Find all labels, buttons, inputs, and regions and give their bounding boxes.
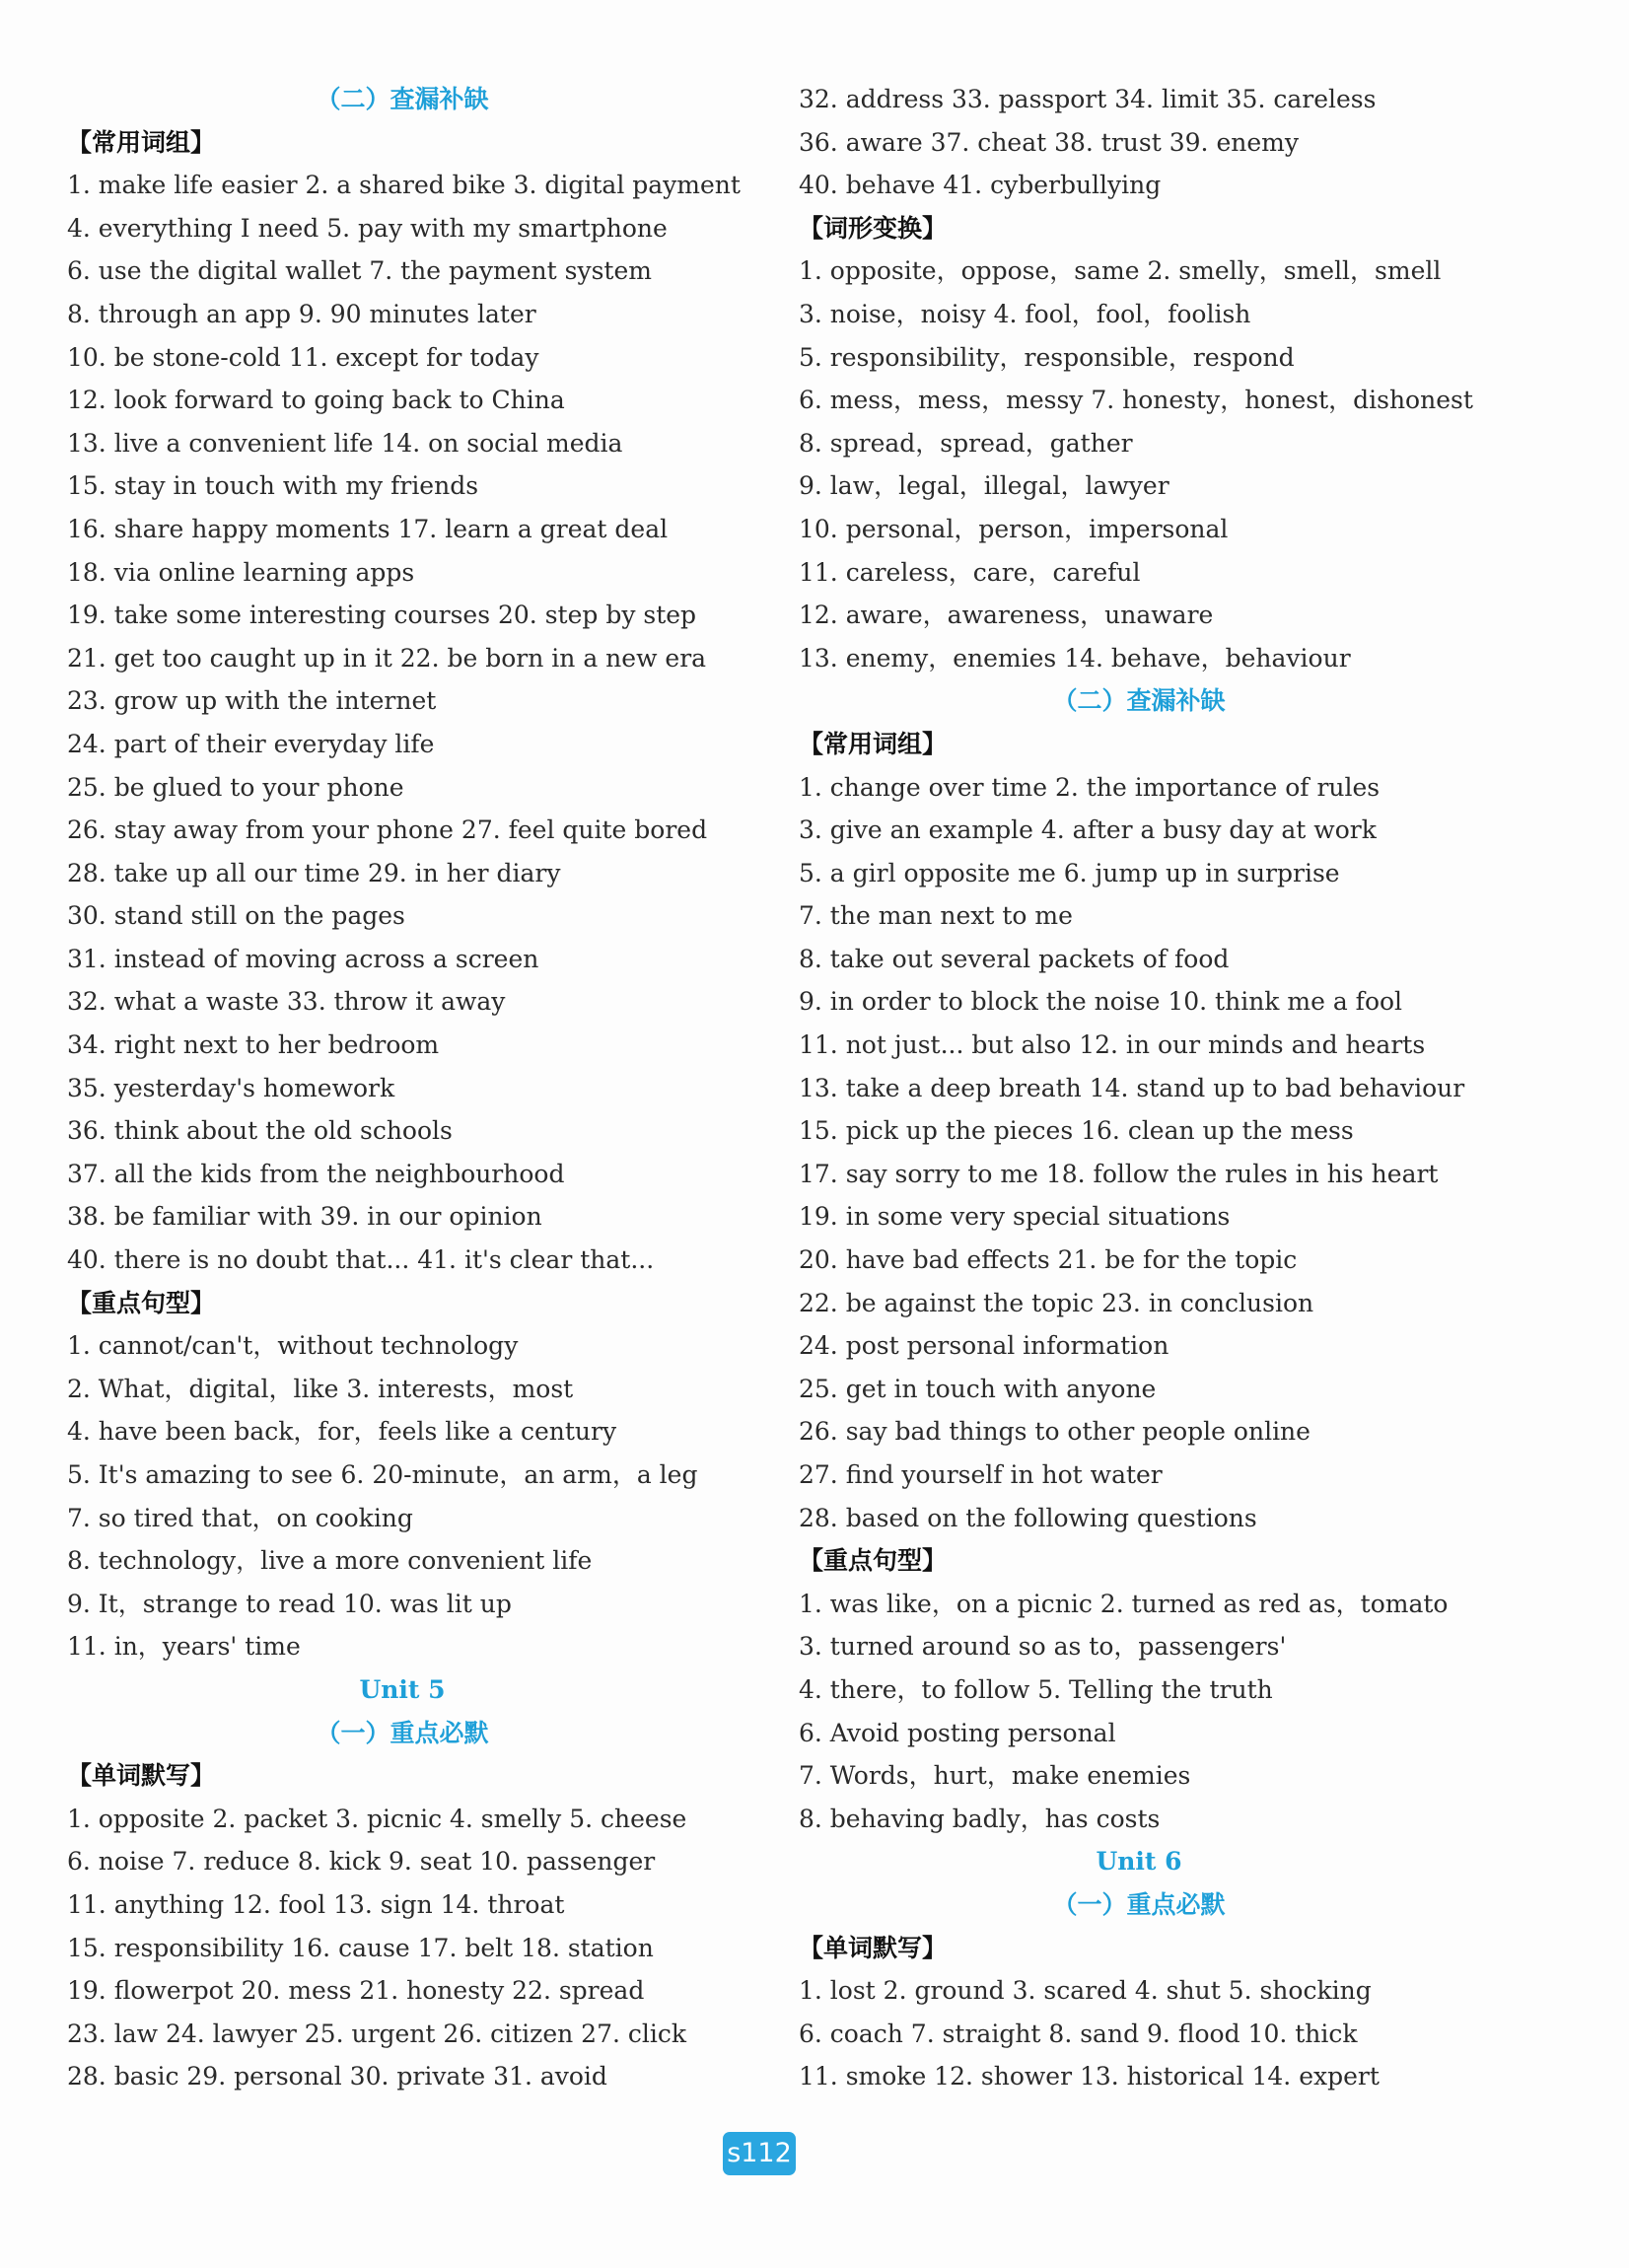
answer-line: 8. through an app 9. 90 minutes later <box>67 299 536 328</box>
section-subtitle: （二）查漏补缺 <box>316 85 489 113</box>
answer-line: 9. in order to block the noise 10. think me a fool <box>799 987 1403 1017</box>
answer-line: 13. enemy，enemies 14. behave，behaviour <box>799 643 1351 673</box>
answer-line: 37. all the kids from the neighbourhood <box>67 1159 565 1188</box>
answer-line: 1. make life easier 2. a shared bike 3. digital payment <box>67 171 741 200</box>
section-subtitle: （一）重点必默 <box>316 1718 489 1747</box>
answer-line: 5. a girl opposite me 6. jump up in surprise <box>799 858 1340 887</box>
answer-line: 17. say sorry to me 18. follow the rules in his heart <box>799 1159 1439 1188</box>
section-header: 【常用词组】 <box>67 127 216 157</box>
answer-line: 26. say bad things to other people online <box>799 1417 1310 1447</box>
answer-line: 32. what a waste 33. throw it away <box>67 987 506 1017</box>
answer-line: 19. in some very special situations <box>799 1202 1231 1232</box>
answer-line: 13. take a deep breath 14. stand up to bad behaviour <box>799 1073 1465 1102</box>
section-subtitle: （二）查漏补缺 <box>1052 686 1226 716</box>
answer-line: 6. mess，mess，messy 7. honesty，honest，dishonest <box>799 386 1473 415</box>
answer-line: 1. opposite 2. packet 3. picnic 4. smelly 5. cheese <box>67 1804 687 1833</box>
answer-line: 4. there，to follow 5. Telling the truth <box>799 1674 1273 1704</box>
answer-line: 18. via online learning apps <box>67 557 415 587</box>
answer-line: 5. responsibility，responsible，respond <box>799 342 1295 372</box>
answer-line: 4. everything I need 5. pay with my smartphone <box>67 213 668 243</box>
section-header: 【重点句型】 <box>799 1546 948 1576</box>
answer-line: 3. noise，noisy 4. fool，fool，foolish <box>799 299 1251 328</box>
answer-line: 27. find yourself in hot water <box>799 1460 1163 1489</box>
answer-line: 16. share happy moments 17. learn a great deal <box>67 514 669 543</box>
answer-line: 12. look forward to going back to China <box>67 386 565 415</box>
left-column <box>67 78 777 2098</box>
answer-line: 2. What，digital，like 3. interests，most <box>67 1374 574 1403</box>
answer-line: 11. anything 12. fool 13. sign 14. throat <box>67 1889 565 1919</box>
answer-line: 6. Avoid posting personal <box>799 1718 1116 1747</box>
answer-line: 11. not just... but also 12. in our minds and hearts <box>799 1030 1426 1060</box>
page-number-badge: s112 <box>723 2132 796 2175</box>
answer-line: 11. in，years' time <box>67 1632 301 1662</box>
answer-line: 5. It's amazing to see 6. 20-minute，an arm，a leg <box>67 1460 698 1489</box>
answer-line: 28. based on the following questions <box>799 1503 1257 1532</box>
answer-line: 6. noise 7. reduce 8. kick 9. seat 10. passenger <box>67 1847 656 1877</box>
unit-title: Unit 5 <box>359 1674 446 1704</box>
answer-line: 30. stand still on the pages <box>67 901 405 931</box>
answer-line: 8. behaving badly，has costs <box>799 1804 1161 1833</box>
answer-line: 1. lost 2. ground 3. scared 4. shut 5. shocking <box>799 1976 1372 2006</box>
answer-line: 8. take out several packets of food <box>799 944 1230 973</box>
answer-line: 34. right next to her bedroom <box>67 1030 440 1060</box>
answer-line: 10. be stone-cold 11. except for today <box>67 342 539 372</box>
answer-line: 36. aware 37. cheat 38. trust 39. enemy <box>799 127 1299 157</box>
answer-line: 1. cannot/can't，without technology <box>67 1331 519 1361</box>
section-header: 【重点句型】 <box>67 1288 216 1317</box>
answer-line: 11. smoke 12. shower 13. historical 14. expert <box>799 2062 1380 2091</box>
answer-line: 6. use the digital wallet 7. the payment system <box>67 256 652 286</box>
answer-line: 26. stay away from your phone 27. feel quite bored <box>67 815 708 845</box>
answer-line: 24. post personal information <box>799 1331 1169 1361</box>
answer-line: 3. turned around so as to，passengers' <box>799 1632 1287 1662</box>
answer-line: 28. basic 29. personal 30. private 31. avoid <box>67 2062 607 2091</box>
right-column <box>799 78 1568 2098</box>
answer-line: 1. opposite，oppose，same 2. smelly，smell，smell <box>799 256 1442 286</box>
answer-line: 1. change over time 2. the importance of rules <box>799 772 1381 802</box>
section-header: 【单词默写】 <box>67 1761 216 1791</box>
answer-line: 23. grow up with the internet <box>67 686 437 716</box>
answer-line: 15. pick up the pieces 16. clean up the mess <box>799 1116 1354 1146</box>
section-header: 【词形变换】 <box>799 213 948 243</box>
answer-line: 32. address 33. passport 34. limit 35. careless <box>799 85 1377 113</box>
answer-line: 20. have bad effects 21. be for the topic <box>799 1245 1298 1275</box>
answer-line: 25. get in touch with anyone <box>799 1374 1157 1403</box>
answer-line: 15. stay in touch with my friends <box>67 471 479 501</box>
answer-line: 10. personal，person，impersonal <box>799 514 1229 543</box>
answer-line: 23. law 24. lawyer 25. urgent 26. citizen 27. click <box>67 2019 687 2048</box>
answer-line: 9. law，legal，illegal，lawyer <box>799 471 1169 501</box>
answer-line: 11. careless，care，careful <box>799 557 1141 587</box>
unit-title: Unit 6 <box>1096 1847 1182 1877</box>
answer-line: 31. instead of moving across a screen <box>67 944 539 973</box>
answer-line: 22. be against the topic 23. in conclusion <box>799 1288 1314 1317</box>
answer-line: 24. part of their everyday life <box>67 729 435 758</box>
answer-line: 19. flowerpot 20. mess 21. honesty 22. spread <box>67 1976 645 2006</box>
answer-line: 25. be glued to your phone <box>67 772 404 802</box>
answer-line: 7. Words，hurt，make enemies <box>799 1761 1191 1791</box>
answer-line: 28. take up all our time 29. in her diary <box>67 858 561 887</box>
answer-line: 15. responsibility 16. cause 17. belt 18. station <box>67 1933 654 1962</box>
answer-line: 8. technology，live a more convenient life <box>67 1546 593 1576</box>
answer-line: 7. the man next to me <box>799 901 1073 931</box>
answer-line: 13. live a convenient life 14. on social media <box>67 428 623 458</box>
answer-line: 12. aware，awareness，unaware <box>799 601 1214 630</box>
answer-line: 1. was like，on a picnic 2. turned as red as，tomato <box>799 1589 1449 1618</box>
answer-line: 21. get too caught up in it 22. be born in a new era <box>67 643 707 673</box>
answer-line: 19. take some interesting courses 20. step by step <box>67 601 697 630</box>
answer-line: 7. so tired that，on cooking <box>67 1503 413 1532</box>
section-subtitle: （一）重点必默 <box>1052 1889 1226 1919</box>
answer-line: 4. have been back，for，feels like a century <box>67 1417 617 1447</box>
answer-line: 8. spread，spread，gather <box>799 428 1133 458</box>
answer-line: 36. think about the old schools <box>67 1116 453 1146</box>
answer-line: 35. yesterday's homework <box>67 1073 395 1102</box>
answer-line: 9. It，strange to read 10. was lit up <box>67 1589 512 1618</box>
answer-line: 3. give an example 4. after a busy day at work <box>799 815 1377 845</box>
section-header: 【常用词组】 <box>799 729 948 758</box>
answer-line: 40. behave 41. cyberbullying <box>799 171 1162 200</box>
answer-line: 38. be familiar with 39. in our opinion <box>67 1202 542 1232</box>
section-header: 【单词默写】 <box>799 1933 948 1962</box>
answer-line: 6. coach 7. straight 8. sand 9. flood 10. thick <box>799 2019 1358 2048</box>
answer-line: 40. there is no doubt that... 41. it's clear that... <box>67 1245 655 1275</box>
